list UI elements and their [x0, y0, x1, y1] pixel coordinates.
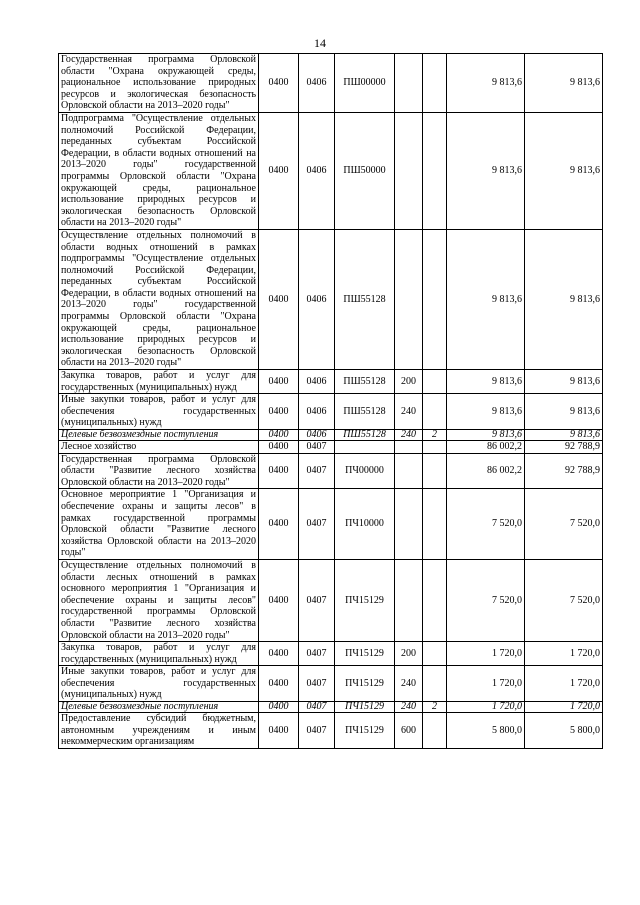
row-name-cell: Целевые безвозмездные поступления [59, 702, 259, 713]
row-name-cell: Лесное хозяйство [59, 441, 259, 454]
subsection-code-cell: 0407 [299, 702, 335, 713]
target-article-cell: ПЧ10000 [335, 489, 395, 560]
target-article-cell: ПШ55128 [335, 229, 395, 369]
amount-year-1-cell: 86 002,2 [447, 453, 525, 489]
amount-year-2-cell: 9 813,6 [525, 229, 603, 369]
expense-type-cell [395, 489, 423, 560]
expense-type-cell: 240 [395, 430, 423, 441]
table-row [59, 713, 603, 749]
target-article-cell: ПЧ15129 [335, 702, 395, 713]
target-article-cell: ПЧ15129 [335, 666, 395, 702]
expense-type-cell: 240 [395, 702, 423, 713]
target-article-cell: ПШ00000 [335, 54, 395, 113]
amount-year-2-cell: 9 813,6 [525, 394, 603, 430]
amount-year-2-cell: 5 800,0 [525, 713, 603, 749]
funding-source-cell: 2 [423, 702, 447, 713]
expense-type-cell [395, 559, 423, 641]
section-code-cell: 0400 [259, 441, 299, 454]
amount-year-2-cell: 1 720,0 [525, 642, 603, 666]
amount-year-2-cell: 9 813,6 [525, 54, 603, 113]
funding-source-cell [423, 370, 447, 394]
funding-source-cell [423, 489, 447, 560]
target-article-cell: ПЧ15129 [335, 713, 395, 749]
amount-year-1-cell: 9 813,6 [447, 54, 525, 113]
expense-type-cell [395, 112, 423, 229]
budget-table [58, 53, 603, 749]
table-row [59, 642, 603, 666]
amount-year-2-cell: 1 720,0 [525, 702, 603, 713]
table-body [59, 54, 603, 749]
table-row [59, 430, 603, 441]
row-name-cell: Предоставление субсидий бюджетным, автономным учреждениям и иным некоммерческим организациям [59, 713, 259, 749]
amount-year-1-cell: 1 720,0 [447, 666, 525, 702]
amount-year-2-cell: 92 788,9 [525, 453, 603, 489]
table-row [59, 112, 603, 229]
target-article-cell [335, 441, 395, 454]
section-code-cell: 0400 [259, 394, 299, 430]
amount-year-1-cell: 1 720,0 [447, 642, 525, 666]
amount-year-2-cell: 9 813,6 [525, 430, 603, 441]
amount-year-1-cell: 7 520,0 [447, 559, 525, 641]
target-article-cell: ПШ55128 [335, 370, 395, 394]
expense-type-cell [395, 441, 423, 454]
target-article-cell: ПШ55128 [335, 394, 395, 430]
funding-source-cell [423, 394, 447, 430]
table-row [59, 370, 603, 394]
expense-type-cell [395, 453, 423, 489]
expense-type-cell: 240 [395, 394, 423, 430]
subsection-code-cell: 0406 [299, 54, 335, 113]
expense-type-cell: 600 [395, 713, 423, 749]
subsection-code-cell: 0407 [299, 559, 335, 641]
target-article-cell: ПЧ15129 [335, 642, 395, 666]
table-row [59, 54, 603, 113]
amount-year-1-cell: 9 813,6 [447, 370, 525, 394]
section-code-cell: 0400 [259, 54, 299, 113]
table-row [59, 394, 603, 430]
amount-year-2-cell: 7 520,0 [525, 559, 603, 641]
row-name-cell: Осуществление отдельных полномочий в области водных отношений в рамках подпрограммы "Осуществление отдельных полномочий Российской Федерации, переданных субъектам Российской Федерации, в области водных отношений на 2013–2020 годы" государственной программы Орловской области "Охрана окружающей среды, рациональное использование природных ресурсов и экологическая безопасность Орловской области на 2013–2020 годы" [59, 229, 259, 369]
section-code-cell: 0400 [259, 453, 299, 489]
expense-type-cell [395, 54, 423, 113]
expense-type-cell: 200 [395, 642, 423, 666]
funding-source-cell [423, 112, 447, 229]
subsection-code-cell: 0406 [299, 112, 335, 229]
table-row [59, 559, 603, 641]
section-code-cell: 0400 [259, 559, 299, 641]
subsection-code-cell: 0407 [299, 489, 335, 560]
expense-type-cell: 240 [395, 666, 423, 702]
subsection-code-cell: 0406 [299, 229, 335, 369]
table-row [59, 229, 603, 369]
target-article-cell: ПЧ15129 [335, 559, 395, 641]
target-article-cell: ПЧ00000 [335, 453, 395, 489]
row-name-cell: Осуществление отдельных полномочий в области лесных отношений в рамках основного мероприятия 1 "Организация и обеспечение охраны и защиты лесов" государственной программы Орловской области "Развитие лесного хозяйства Орловской области на 2013–2020 годы" [59, 559, 259, 641]
table-row [59, 489, 603, 560]
funding-source-cell [423, 559, 447, 641]
section-code-cell: 0400 [259, 489, 299, 560]
section-code-cell: 0400 [259, 229, 299, 369]
amount-year-1-cell: 86 002,2 [447, 441, 525, 454]
amount-year-1-cell: 9 813,6 [447, 112, 525, 229]
amount-year-2-cell: 7 520,0 [525, 489, 603, 560]
table-row [59, 453, 603, 489]
amount-year-2-cell: 9 813,6 [525, 112, 603, 229]
row-name-cell: Иные закупки товаров, работ и услуг для обеспечения государственных (муниципальных) нужд [59, 666, 259, 702]
funding-source-cell [423, 441, 447, 454]
expense-type-cell [395, 229, 423, 369]
funding-source-cell [423, 453, 447, 489]
row-name-cell: Закупка товаров, работ и услуг для государственных (муниципальных) нужд [59, 370, 259, 394]
amount-year-2-cell: 1 720,0 [525, 666, 603, 702]
subsection-code-cell: 0406 [299, 430, 335, 441]
section-code-cell: 0400 [259, 642, 299, 666]
funding-source-cell: 2 [423, 430, 447, 441]
amount-year-1-cell: 1 720,0 [447, 702, 525, 713]
section-code-cell: 0400 [259, 112, 299, 229]
row-name-cell: Подпрограмма "Осуществление отдельных полномочий Российской Федерации, переданных субъектам Российской Федерации, в области водных отношений на 2013–2020 годы" государственной программы Орловской области "Охрана окружающей среды, рациональное использование природных ресурсов и экологическая безопасность Орловской области на 2013–2020 годы" [59, 112, 259, 229]
table-row [59, 666, 603, 702]
section-code-cell: 0400 [259, 702, 299, 713]
section-code-cell: 0400 [259, 713, 299, 749]
row-name-cell: Иные закупки товаров, работ и услуг для обеспечения государственных (муниципальных) нужд [59, 394, 259, 430]
subsection-code-cell: 0406 [299, 394, 335, 430]
section-code-cell: 0400 [259, 370, 299, 394]
amount-year-1-cell: 5 800,0 [447, 713, 525, 749]
section-code-cell: 0400 [259, 666, 299, 702]
subsection-code-cell: 0407 [299, 441, 335, 454]
table-row [59, 441, 603, 454]
amount-year-1-cell: 9 813,6 [447, 229, 525, 369]
row-name-cell: Государственная программа Орловской области "Охрана окружающей среды, рациональное использование природных ресурсов и экологическая безопасность Орловской области на 2013–2020 годы" [59, 54, 259, 113]
row-name-cell: Основное мероприятие 1 "Организация и обеспечение охраны и защиты лесов" в рамках государственной программы Орловской области "Развитие лесного хозяйства Орловской области на 2013–2020 годы" [59, 489, 259, 560]
subsection-code-cell: 0407 [299, 713, 335, 749]
subsection-code-cell: 0406 [299, 370, 335, 394]
amount-year-1-cell: 9 813,6 [447, 430, 525, 441]
row-name-cell: Целевые безвозмездные поступления [59, 430, 259, 441]
amount-year-2-cell: 9 813,6 [525, 370, 603, 394]
row-name-cell: Закупка товаров, работ и услуг для государственных (муниципальных) нужд [59, 642, 259, 666]
funding-source-cell [423, 666, 447, 702]
expense-type-cell: 200 [395, 370, 423, 394]
funding-source-cell [423, 229, 447, 369]
page-number: 14 [314, 36, 326, 50]
amount-year-1-cell: 7 520,0 [447, 489, 525, 560]
funding-source-cell [423, 54, 447, 113]
target-article-cell: ПШ55128 [335, 430, 395, 441]
section-code-cell: 0400 [259, 430, 299, 441]
amount-year-1-cell: 9 813,6 [447, 394, 525, 430]
funding-source-cell [423, 713, 447, 749]
subsection-code-cell: 0407 [299, 666, 335, 702]
target-article-cell: ПШ50000 [335, 112, 395, 229]
amount-year-2-cell: 92 788,9 [525, 441, 603, 454]
funding-source-cell [423, 642, 447, 666]
table-row [59, 702, 603, 713]
row-name-cell: Государственная программа Орловской области "Развитие лесного хозяйства Орловской области на 2013–2020 годы" [59, 453, 259, 489]
subsection-code-cell: 0407 [299, 453, 335, 489]
subsection-code-cell: 0407 [299, 642, 335, 666]
